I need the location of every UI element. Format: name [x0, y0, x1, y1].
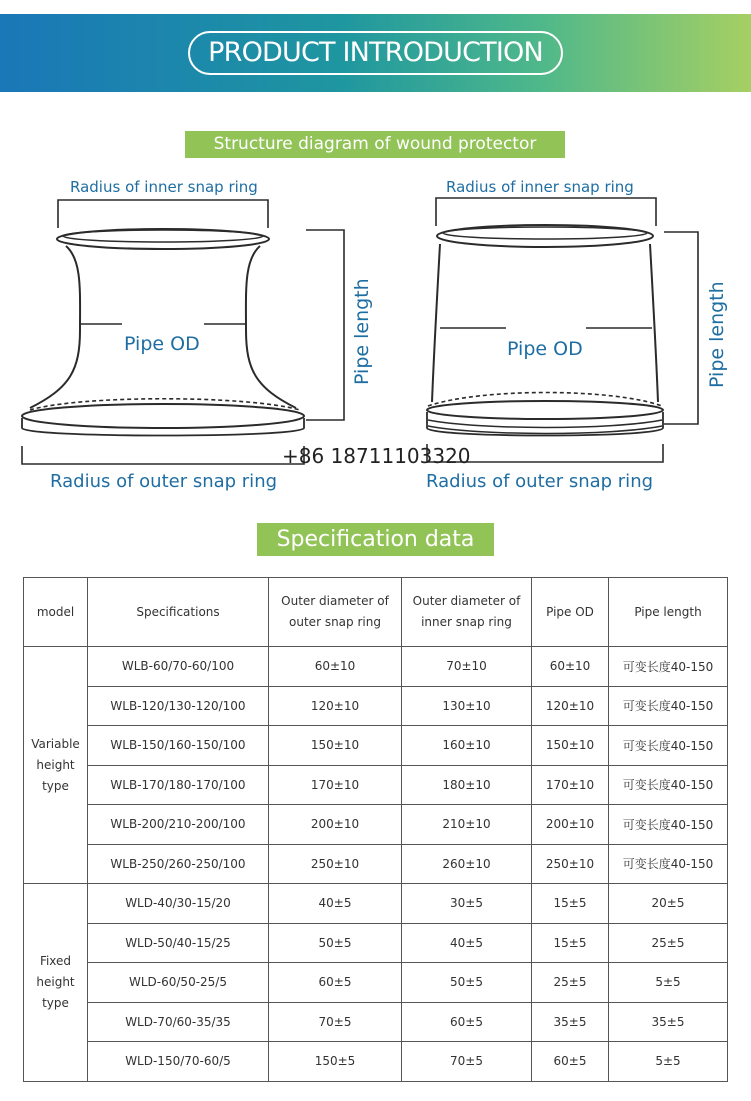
table-cell: 200±10 — [532, 805, 609, 845]
table-cell: 可变长度40-150 — [609, 726, 728, 766]
group-label: Variable height type — [24, 647, 88, 884]
left-pipe-length-label: Pipe length — [351, 278, 373, 385]
table-cell: 可变长度40-150 — [609, 647, 728, 687]
table-cell: 40±5 — [402, 923, 532, 963]
table-cell: 170±10 — [532, 765, 609, 805]
table-row — [24, 765, 728, 805]
table-cell: WLB-120/130-120/100 — [88, 686, 269, 726]
table-row — [24, 686, 728, 726]
table-cell: 可变长度40-150 — [609, 686, 728, 726]
table-cell: 60±10 — [532, 647, 609, 687]
header-inner-snap-ring: Outer diameter of inner snap ring — [402, 578, 532, 647]
right-pipe-length-label: Pipe length — [706, 281, 728, 388]
table-cell: 50±5 — [269, 923, 402, 963]
structure-diagram-heading: Structure diagram of wound protector — [185, 131, 565, 158]
table-cell: 5±5 — [609, 1042, 728, 1082]
table-cell: WLB-250/260-250/100 — [88, 844, 269, 884]
table-cell: 180±10 — [402, 765, 532, 805]
table-row — [24, 647, 728, 687]
table-cell: 120±10 — [269, 686, 402, 726]
header-model: model — [24, 578, 88, 647]
table-cell: WLD-150/70-60/5 — [88, 1042, 269, 1082]
table-row — [24, 963, 728, 1003]
table-row — [24, 884, 728, 924]
phone-watermark: +86 18711103320 — [282, 444, 471, 468]
table-cell: 可变长度40-150 — [609, 765, 728, 805]
table-cell: 260±10 — [402, 844, 532, 884]
group-label: Fixed height type — [24, 884, 88, 1082]
table-cell: 20±5 — [609, 884, 728, 924]
table-cell: WLB-150/160-150/100 — [88, 726, 269, 766]
specification-heading: Specification data — [257, 523, 494, 556]
table-header-row — [24, 578, 728, 647]
right-outer-ring-label: Radius of outer snap ring — [426, 471, 654, 492]
table-row — [24, 805, 728, 845]
right-pipe-od-label: Pipe OD — [507, 338, 583, 360]
table-cell: WLD-70/60-35/35 — [88, 1002, 269, 1042]
table-cell: 160±10 — [402, 726, 532, 766]
table-cell: 15±5 — [532, 884, 609, 924]
table-cell: WLB-200/210-200/100 — [88, 805, 269, 845]
table-row — [24, 726, 728, 766]
table-cell: 60±5 — [269, 963, 402, 1003]
table-row — [24, 1042, 728, 1082]
table-cell: 可变长度40-150 — [609, 805, 728, 845]
table-cell: 250±10 — [269, 844, 402, 884]
table-cell: 40±5 — [269, 884, 402, 924]
table-cell: WLB-60/70-60/100 — [88, 647, 269, 687]
table-row — [24, 923, 728, 963]
table-row — [24, 844, 728, 884]
table-cell: 35±5 — [532, 1002, 609, 1042]
right-inner-ring-label: Radius of inner snap ring — [446, 178, 634, 196]
header-pipe-od: Pipe OD — [532, 578, 609, 647]
table-cell: 25±5 — [532, 963, 609, 1003]
table-cell: 15±5 — [532, 923, 609, 963]
table-cell: 70±5 — [402, 1042, 532, 1082]
table-cell: 120±10 — [532, 686, 609, 726]
table-cell: 25±5 — [609, 923, 728, 963]
table-cell: 5±5 — [609, 963, 728, 1003]
left-pipe-od-label: Pipe OD — [124, 333, 200, 355]
table-cell: 130±10 — [402, 686, 532, 726]
left-inner-ring-label: Radius of inner snap ring — [70, 178, 258, 196]
table-cell: 60±5 — [402, 1002, 532, 1042]
specification-table — [23, 577, 728, 1082]
table-cell: 170±10 — [269, 765, 402, 805]
table-cell: 250±10 — [532, 844, 609, 884]
table-cell: WLD-50/40-15/25 — [88, 923, 269, 963]
table-row — [24, 1002, 728, 1042]
table-cell: WLB-170/180-170/100 — [88, 765, 269, 805]
table-cell: 30±5 — [402, 884, 532, 924]
right-protector-drawing — [427, 198, 698, 462]
header-pipe-length: Pipe length — [609, 578, 728, 647]
table-cell: 50±5 — [402, 963, 532, 1003]
header-banner — [0, 14, 751, 92]
table-cell: WLD-60/50-25/5 — [88, 963, 269, 1003]
page-title: PRODUCT INTRODUCTION — [188, 31, 563, 75]
table-cell: 60±5 — [532, 1042, 609, 1082]
table-cell: 60±10 — [269, 647, 402, 687]
table-cell: 可变长度40-150 — [609, 844, 728, 884]
table-cell: 150±5 — [269, 1042, 402, 1082]
table-cell: WLD-40/30-15/20 — [88, 884, 269, 924]
left-outer-ring-label: Radius of outer snap ring — [50, 471, 278, 492]
left-protector-drawing — [22, 200, 344, 464]
table-cell: 150±10 — [532, 726, 609, 766]
header-outer-snap-ring: Outer diameter of outer snap ring — [269, 578, 402, 647]
table-cell: 150±10 — [269, 726, 402, 766]
table-cell: 200±10 — [269, 805, 402, 845]
table-cell: 35±5 — [609, 1002, 728, 1042]
table-cell: 70±5 — [269, 1002, 402, 1042]
table-cell: 70±10 — [402, 647, 532, 687]
header-specifications: Specifications — [88, 578, 269, 647]
table-cell: 210±10 — [402, 805, 532, 845]
